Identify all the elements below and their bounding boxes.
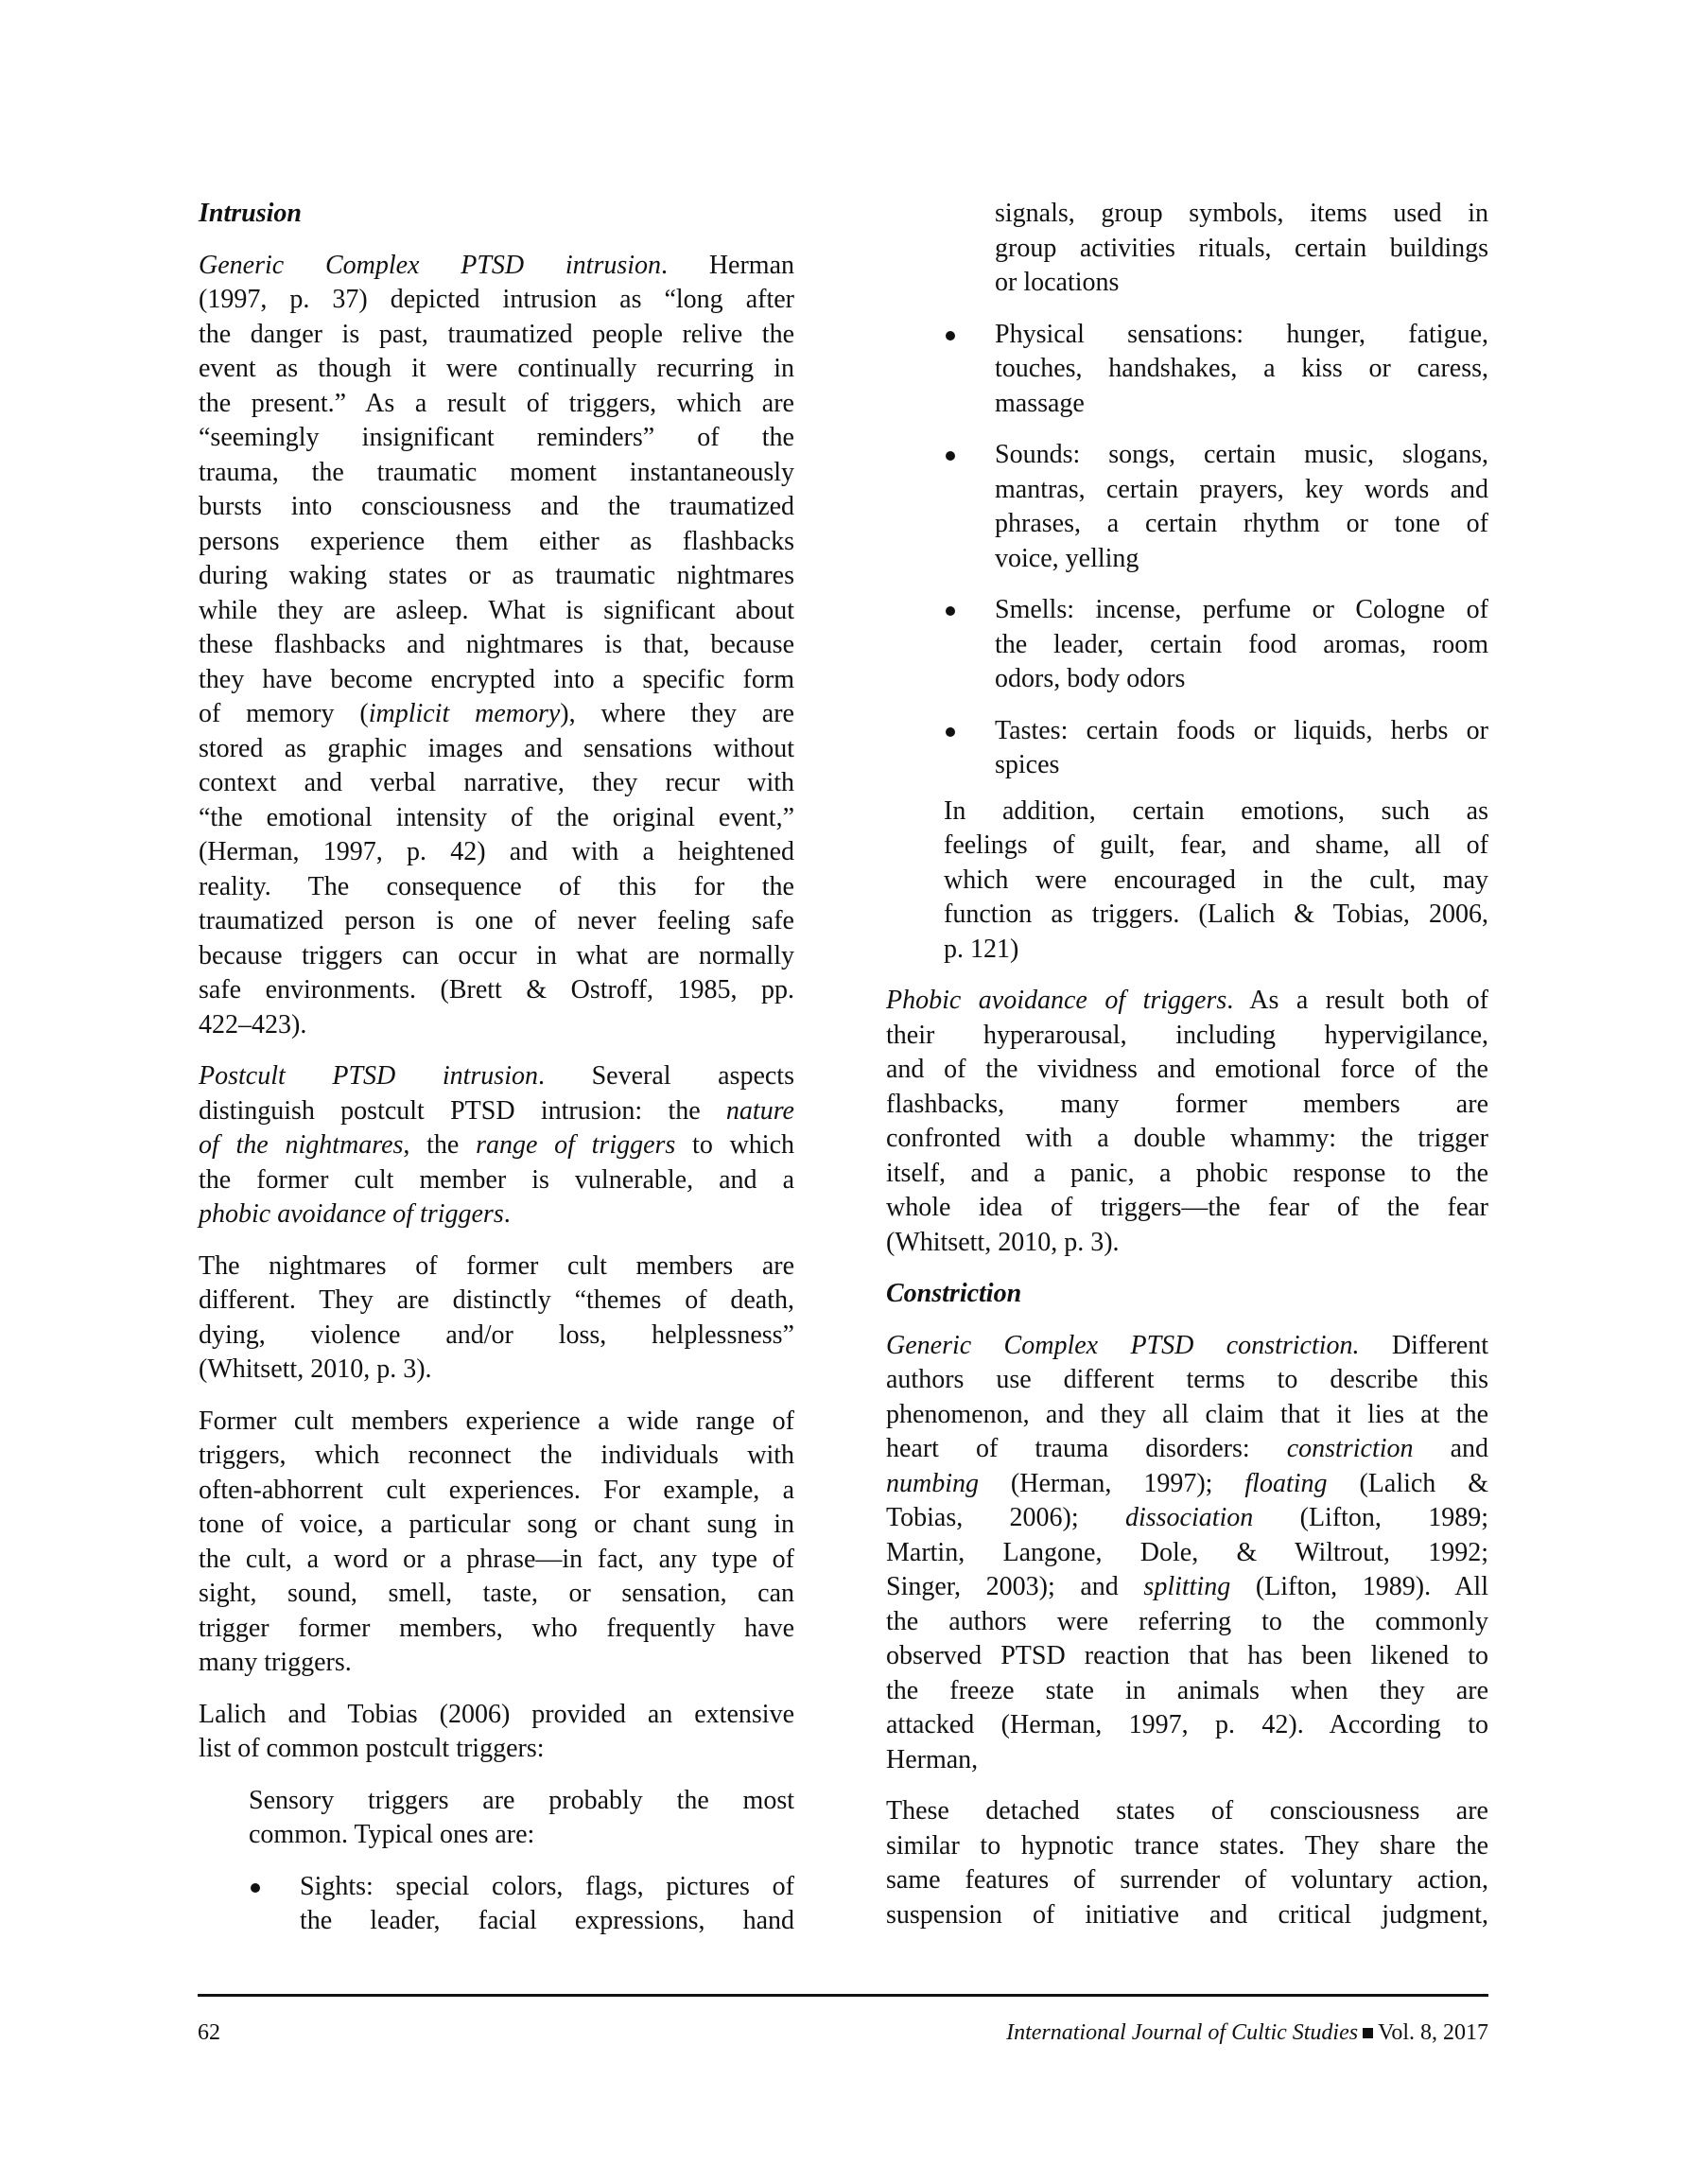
text-line: Herman, <box>886 1744 979 1774</box>
text-line: flashbacks, many former members are <box>886 1089 1488 1119</box>
text-line: confronted with a double whammy: the trigger <box>886 1124 1488 1153</box>
bullet-item-sights <box>300 1870 794 1939</box>
text-line: “the emotional intensity of the original event,” <box>199 802 794 832</box>
text-line: similar to hypnotic trance states. They share the <box>886 1830 1488 1861</box>
bullet-text <box>995 197 1488 301</box>
text-line: massage <box>995 388 1085 418</box>
text-line: trauma, the traumatic moment instantaneously <box>199 457 794 487</box>
text-line: Tobias, 2006); dissociation (Lifton, 1989; <box>886 1503 1489 1532</box>
text-line: heart of trauma disorders: constriction and <box>886 1434 1488 1463</box>
text-line: In addition, certain emotions, such as <box>944 795 1488 826</box>
text-line: dying, violence and/or loss, helplessness” <box>199 1319 794 1350</box>
text-line: “seemingly insignificant reminders” of the <box>199 423 794 452</box>
text-line: phrases, a certain rhythm or tone of <box>995 509 1488 538</box>
paragraph <box>199 1698 794 1767</box>
section-heading-intrusion: Intrusion <box>199 199 302 228</box>
right-column <box>886 197 1488 1949</box>
text-line: safe environments. (Brett & Ostroff, 1985, pp. <box>199 975 794 1005</box>
text-line: traumatized person is one of never feeling safe <box>199 906 794 935</box>
text-line: numbing (Herman, 1997); floating (Lalich & <box>886 1468 1489 1498</box>
text-line: odors, body odors <box>995 664 1186 693</box>
text-line: the leader, certain food aromas, room <box>995 629 1488 659</box>
bullet-item-smells <box>995 593 1488 697</box>
text-line: Martin, Langone, Dole, & Wiltrout, 1992; <box>886 1537 1488 1567</box>
text-line: suspension of initiative and critical judgment, <box>886 1899 1488 1930</box>
text-line: stored as graphic images and sensations without <box>199 733 794 763</box>
text-line: list of common postcult triggers: <box>199 1734 545 1763</box>
text-line: phenomenon, and they all claim that it lies at the <box>886 1399 1488 1429</box>
bullet-text <box>300 1870 794 1939</box>
text-line: the freeze state in animals when they are <box>886 1675 1488 1705</box>
text-line: the leader, facial expressions, hand <box>300 1906 794 1935</box>
text-line: Sights: special colors, flags, pictures of <box>300 1871 794 1901</box>
journal-title: International Journal of Cultic Studies <box>1006 2020 1359 2045</box>
text-line: group activities rituals, certain buildings <box>995 233 1488 263</box>
bullet-icon <box>946 331 955 341</box>
footer-rule <box>198 1994 1488 1997</box>
text-line: persons experience them either as flashbacks <box>199 526 794 556</box>
text-line: these flashbacks and nightmares is that, because <box>199 630 794 659</box>
text-line: 422–423). <box>199 1009 307 1040</box>
text-line: p. 121) <box>944 934 1019 964</box>
text-line: attacked (Herman, 1997, p. 42). According to <box>886 1710 1488 1739</box>
text-line: often-abhorrent cult experiences. For example, a <box>199 1475 794 1505</box>
text-line: common. Typical ones are: <box>249 1820 535 1849</box>
bullet-icon <box>251 1883 260 1893</box>
text-line: Generic Complex PTSD constriction. Different <box>886 1330 1488 1360</box>
text-line: feelings of guilt, fear, and shame, all of <box>944 830 1488 860</box>
text-line: Sounds: songs, certain music, slogans, <box>995 440 1488 469</box>
text-line: reality. The consequence of this for the <box>199 871 794 901</box>
text-line: the danger is past, traumatized people relive the <box>199 319 794 349</box>
text-line: they have become encrypted into a specific form <box>199 664 794 694</box>
text-line: which were encouraged in the cult, may <box>944 865 1488 895</box>
text-line: of the nightmares, the range of triggers to which <box>199 1130 794 1160</box>
text-line: Smells: incense, perfume or Cologne of <box>995 595 1488 624</box>
bullet-text <box>995 714 1488 783</box>
volume-year: Vol. 8, 2017 <box>1378 2020 1488 2045</box>
paragraph <box>886 1329 1488 1778</box>
text-line: Sensory triggers are probably the most <box>249 1785 794 1815</box>
bullet-item-sights-continued <box>995 197 1488 301</box>
text-line: function as triggers. (Lalich & Tobias, 2006, <box>944 900 1488 929</box>
text-line: of memory (implicit memory), where they are <box>199 699 794 728</box>
text-line: context and verbal narrative, they recur with <box>199 768 794 797</box>
text-line: triggers, which reconnect the individuals with <box>199 1441 794 1470</box>
text-line: whole idea of triggers—the fear of the fear <box>886 1193 1488 1222</box>
text-line: (Whitsett, 2010, p. 3). <box>199 1354 432 1384</box>
paragraph <box>199 1405 794 1681</box>
text-line: mantras, certain prayers, key words and <box>995 474 1488 504</box>
bullet-item-physical <box>995 318 1488 422</box>
text-line: Generic Complex PTSD intrusion. Herman <box>199 250 794 280</box>
text-line: or locations <box>995 268 1120 297</box>
bullet-item-tastes <box>995 714 1488 783</box>
text-line: tone of voice, a particular song or chant sung in <box>199 1510 794 1539</box>
text-line: different. They are distinctly “themes of death, <box>199 1285 794 1315</box>
text-line: Former cult members experience a wide range of <box>199 1406 794 1436</box>
text-line: signals, group symbols, items used in <box>995 199 1488 228</box>
bullet-icon <box>946 606 955 616</box>
text-line: Singer, 2003); and splitting (Lifton, 1989). All <box>886 1572 1488 1601</box>
bullet-text <box>995 438 1488 576</box>
bullet-icon <box>946 451 955 461</box>
bullet-text <box>995 318 1488 422</box>
bullet-text <box>995 593 1488 697</box>
text-line: (Whitsett, 2010, p. 3). <box>886 1227 1120 1257</box>
text-line: spices <box>995 750 1060 779</box>
left-column <box>199 197 794 1956</box>
text-line: and of the vividness and emotional force of the <box>886 1055 1488 1084</box>
text-line: Physical sensations: hunger, fatigue, <box>995 319 1488 349</box>
paragraph <box>199 1059 794 1232</box>
text-line: These detached states of consciousness are <box>886 1796 1488 1826</box>
text-line: many triggers. <box>199 1648 352 1677</box>
section-heading-constriction: Constriction <box>886 1279 1022 1308</box>
text-line: The nightmares of former cult members are <box>199 1250 794 1281</box>
paragraph <box>886 984 1488 1260</box>
paragraph <box>199 249 794 1043</box>
text-line: (1997, p. 37) depicted intrusion as “long after <box>199 285 794 314</box>
text-line: sight, sound, smell, taste, or sensation, can <box>199 1579 794 1608</box>
text-line: because triggers can occur in what are normally <box>199 940 794 970</box>
text-line: their hyperarousal, including hypervigilance, <box>886 1020 1488 1050</box>
text-line: observed PTSD reaction that has been likened to <box>886 1641 1488 1670</box>
block-quote-intro <box>249 1784 794 1853</box>
page-number: 62 <box>198 2020 220 2045</box>
bullet-item-sounds <box>995 438 1488 576</box>
text-line: Postcult PTSD intrusion. Several aspects <box>199 1061 794 1091</box>
text-line: bursts into consciousness and the traumatized <box>199 492 794 521</box>
text-line: authors use different terms to describe this <box>886 1365 1488 1394</box>
text-line: Tastes: certain foods or liquids, herbs or <box>995 715 1488 745</box>
text-line: the present.” As a result of triggers, which are <box>199 388 794 418</box>
text-line: while they are asleep. What is significant about <box>199 595 794 625</box>
text-line: trigger former members, who frequently have <box>199 1613 794 1643</box>
text-line: the former cult member is vulnerable, and a <box>199 1164 794 1195</box>
black-square-icon <box>1363 2028 1373 2038</box>
text-line: event as though it were continually recurring in <box>199 354 794 383</box>
block-quote-close <box>944 795 1488 968</box>
text-line: voice, yelling <box>995 543 1139 573</box>
paragraph <box>886 1794 1488 1932</box>
text-line: same features of surrender of voluntary action, <box>886 1865 1488 1895</box>
text-line: Phobic avoidance of triggers. As a result both of <box>886 986 1489 1015</box>
bullet-icon <box>946 727 955 737</box>
text-line: the cult, a word or a phrase—in fact, any type of <box>199 1544 794 1574</box>
text-line: during waking states or as traumatic nightmares <box>199 561 794 590</box>
text-line: (Herman, 1997, p. 42) and with a heightened <box>199 837 794 866</box>
running-footer <box>1006 2018 1488 2047</box>
text-line: phobic avoidance of triggers. <box>199 1199 511 1229</box>
paragraph <box>199 1249 794 1388</box>
text-line: touches, handshakes, a kiss or caress, <box>995 354 1488 383</box>
text-line: distinguish postcult PTSD intrusion: the nature <box>199 1095 794 1126</box>
text-line: Lalich and Tobias (2006) provided an extensive <box>199 1699 794 1729</box>
text-line: the authors were referring to the commonly <box>886 1606 1488 1636</box>
text-line: itself, and a panic, a phobic response to the <box>886 1158 1488 1188</box>
